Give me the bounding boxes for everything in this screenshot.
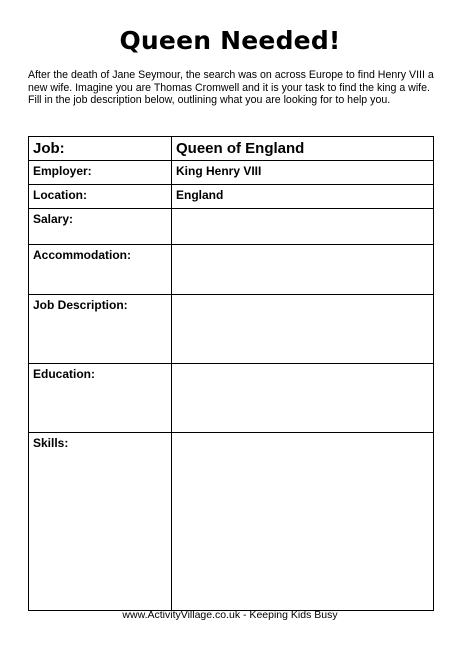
location-value: England — [172, 185, 434, 209]
employer-value: King Henry VIII — [172, 161, 434, 185]
salary-label: Salary: — [29, 209, 172, 245]
table-row-job — [29, 137, 434, 161]
skills-field[interactable] — [172, 433, 434, 611]
table-row-skills — [29, 433, 434, 611]
location-label: Location: — [29, 185, 172, 209]
education-label: Education: — [29, 364, 172, 433]
table-row-employer — [29, 161, 434, 185]
job-description-label: Job Description: — [29, 295, 172, 364]
salary-field[interactable] — [172, 209, 434, 245]
table-row-salary — [29, 209, 434, 245]
job-value: Queen of England — [172, 137, 434, 161]
accommodation-field[interactable] — [172, 245, 434, 295]
job-description-table — [28, 136, 434, 611]
table-row-accommodation — [29, 245, 434, 295]
footer-credit: www.ActivityVillage.co.uk - Keeping Kids Busy — [122, 609, 338, 621]
education-field[interactable] — [172, 364, 434, 433]
accommodation-label: Accommodation: — [29, 245, 172, 295]
table-row-location — [29, 185, 434, 209]
page-title: Queen Needed! — [119, 26, 341, 55]
job-description-field[interactable] — [172, 295, 434, 364]
table-row-job-description — [29, 295, 434, 364]
employer-label: Employer: — [29, 161, 172, 185]
intro-paragraph: After the death of Jane Seymour, the search was on across Europe to find Henry VIII a new wife. Imagine you are Thomas Cromwell and it is your task to find the king a wife. Fill in the job description below, outlining what you are looking for to help you. — [28, 69, 434, 107]
table-row-education — [29, 364, 434, 433]
job-label: Job: — [29, 137, 172, 161]
skills-label: Skills: — [29, 433, 172, 611]
